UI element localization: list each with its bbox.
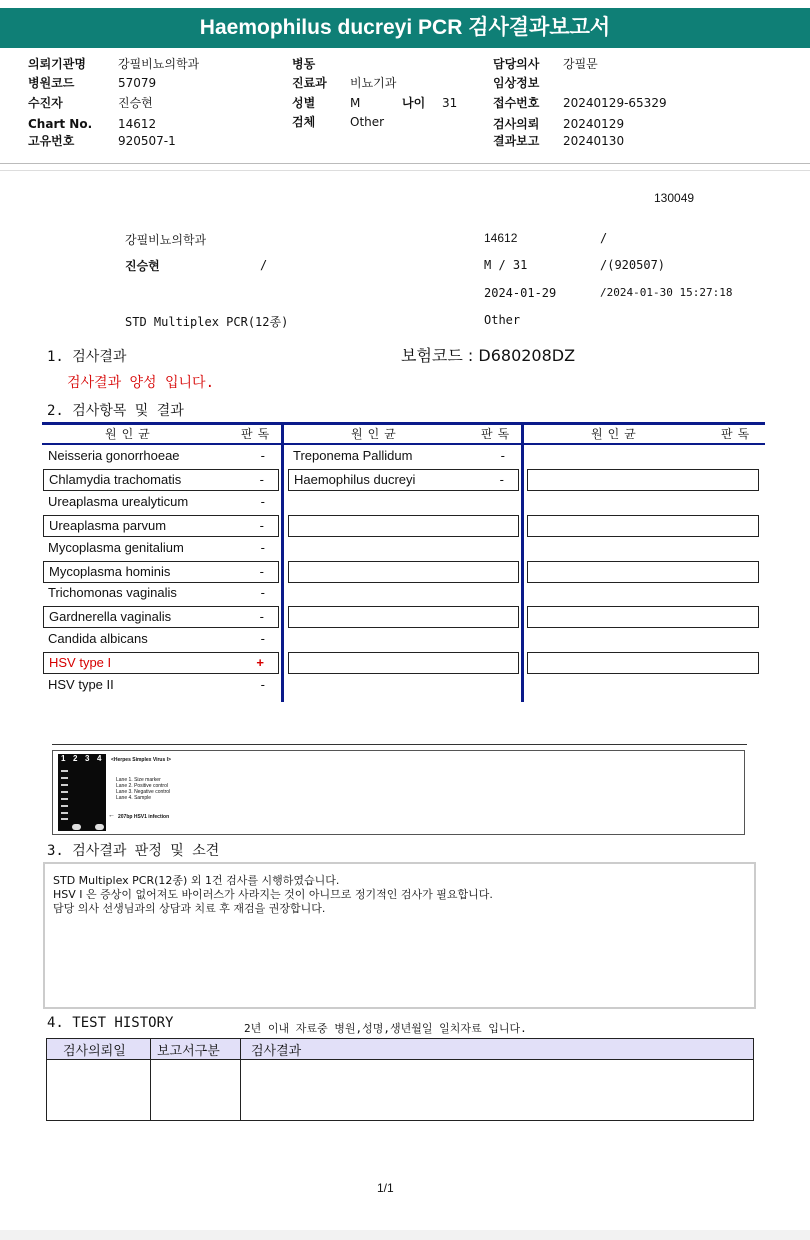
column-header-reading: 판독 [241,427,275,441]
result-row [527,606,759,628]
result-row [43,629,279,651]
header-value-request: 20240129 [563,117,625,131]
gel-band [95,824,104,830]
summary-report-datetime: /2024-01-30 15:27:18 [600,286,733,299]
gel-image-panel [52,750,745,835]
pathogen-result: - [260,631,265,647]
header-label-report: 결과보고 [493,134,540,148]
history-cell [151,1060,241,1121]
result-row [43,583,279,605]
column-header-pathogen: 원인균 [105,427,155,441]
pathogen-name: Chlamydia trachomatis [49,471,182,487]
history-table [46,1038,754,1121]
header-value-report: 20240130 [563,134,625,148]
result-row [527,652,759,674]
result-row [288,561,519,583]
pathogen-result: - [259,609,264,625]
header-label-hospital-code: 병원코드 [28,76,75,90]
header-label-ward: 병동 [292,57,316,71]
header-value-specimen: Other [350,115,385,129]
gel-lane-label: 4 [97,754,102,763]
report-title: Haemophilus ducreyi PCR 검사결과보고서 [0,8,810,48]
pathogen-result: - [259,471,264,487]
column-header-reading: 판독 [721,427,755,441]
result-row [43,675,279,697]
header-value-institution: 강필비뇨의학과 [118,57,200,71]
insurance-code: 보험코드 : D680208DZ [401,346,576,365]
header-value-age: 31 [442,96,458,110]
result-row [527,469,759,491]
summary-slash: / [600,231,608,245]
column-header-reading: 판독 [481,427,515,441]
summary-slash: / [260,258,268,272]
history-header-result: 검사결과 [241,1039,754,1060]
pathogen-name: HSV type II [48,677,114,692]
header-label-unique-no: 고유번호 [28,134,75,148]
summary-chart-no: 14612 [484,231,518,245]
gel-band [61,777,68,779]
summary-request-date: 2024-01-29 [484,286,557,300]
pathogen-name: Ureaplasma urealyticum [48,493,189,509]
pathogen-name: Treponema Pallidum [293,448,413,463]
header-label-institution: 의뢰기관명 [28,57,86,71]
result-row [43,652,279,674]
header-separator-bottom [0,170,810,171]
table-column-divider [521,422,524,702]
header-value-sex: M [350,96,361,110]
result-statement: 검사결과 양성 입니다. [67,375,215,391]
gel-title: <Herpes Simplex Virus I> [111,757,171,763]
result-row [43,538,279,560]
table-column-divider [281,422,284,702]
gel-band [61,812,68,814]
summary-specimen: Other [484,313,521,327]
result-row [43,446,279,468]
gel-legend-line: Lane 1. Size marker [116,777,161,783]
header-label-chart-no: Chart No. [28,117,93,131]
header-value-patient: 진승현 [118,96,153,110]
gel-lane-label: 3 [85,754,90,763]
gel-band [61,798,68,800]
history-cell [47,1060,151,1121]
gel-band [72,824,81,830]
result-row [288,606,519,628]
header-label-doctor: 담당의사 [493,57,540,71]
result-row [43,606,279,628]
pathogen-result: - [499,471,504,487]
header-label-receipt-no: 접수번호 [493,96,540,110]
result-row [43,561,279,583]
summary-sex-age: M / 31 [484,258,528,272]
gel-band [61,818,68,820]
page-number: 1/1 [377,1181,394,1195]
pathogen-name: Mycoplasma genitalium [48,539,184,555]
pathogen-name: Ureaplasma parvum [49,517,167,533]
result-row [288,446,519,468]
header-label-patient: 수진자 [28,96,63,110]
pathogen-name: Neisseria gonorrhoeae [48,448,180,463]
result-row [43,492,279,514]
result-row [43,469,279,491]
pathogen-name: Haemophilus ducreyi [294,471,416,487]
result-row [527,561,759,583]
history-note: 2년 이내 자료중 병원,성명,생년월일 일치자료 입니다. [244,1022,527,1035]
header-label-specimen: 검체 [292,115,316,129]
pathogen-result: - [259,563,264,579]
comment-line: HSV I 은 증상이 없어져도 바이러스가 사라지는 것이 아니므로 정기적인 검사가 필요합니다. [53,888,493,901]
section1-heading: 1. 검사결과 [47,349,127,365]
summary-hospital: 강필비뇨의학과 [125,233,207,247]
header-value-department: 비뇨기과 [350,76,397,90]
header-label-request: 검사의뢰 [493,117,540,131]
pathogen-result: - [259,517,264,533]
pathogen-result: - [260,677,265,692]
arrow-left-icon: ← [108,812,115,819]
pathogen-result: - [260,448,265,463]
header-value-hospital-code: 57079 [118,76,157,90]
column-header-pathogen: 원인균 [591,427,641,441]
section3-heading: 3. 검사결과 판정 및 소견 [47,843,220,859]
result-row [288,469,519,491]
pathogen-name: Candida albicans [48,631,148,647]
comment-line: STD Multiplex PCR(12종) 외 1건 검사를 시행하였습니다. [53,874,340,887]
summary-birth: /(920507) [600,258,666,272]
result-row [288,515,519,537]
pathogen-name: Mycoplasma hominis [49,563,171,579]
result-row [43,515,279,537]
gel-lane-label: 1 [61,754,66,763]
header-value-unique-no: 920507-1 [118,134,176,148]
header-label-clinical-info: 임상정보 [493,76,540,90]
section4-heading: 4. TEST HISTORY [47,1015,174,1031]
gel-top-rule [52,744,747,745]
table-header-rule [42,443,765,445]
gel-band [61,770,68,772]
gel-band [61,784,68,786]
pathogen-result: - [260,539,265,555]
comment-line: 담당 의사 선생님과의 상담과 치료 후 재검을 권장합니다. [53,902,326,915]
gel-band [61,791,68,793]
result-row [527,515,759,537]
history-header-request-date: 검사의뢰일 [47,1039,151,1060]
gel-band-label: 207bp HSV1 infection [118,814,170,820]
header-label-sex: 성별 [292,96,316,110]
header-value-doctor: 강필문 [563,57,598,71]
column-header-pathogen: 원인균 [351,427,401,441]
pathogen-result: - [260,585,265,601]
result-row [288,652,519,674]
summary-test-name: STD Multiplex PCR(12종) [125,315,289,329]
gel-band [61,805,68,807]
summary-patient-name: 진승현 [125,259,160,273]
section2-heading: 2. 검사항목 및 결과 [47,403,184,419]
pathogen-name: HSV type I [49,655,112,671]
report-code: 130049 [654,191,695,205]
pathogen-result: + [256,655,264,671]
pathogen-name: Trichomonas vaginalis [48,585,177,601]
header-label-age: 나이 [402,96,426,110]
header-label-department: 진료과 [292,76,327,90]
gel-legend-line: Lane 3. Negative control [116,789,171,795]
header-separator-top [0,163,810,164]
gel-lane-label: 2 [73,754,78,763]
history-header-report-type: 보고서구분 [151,1039,241,1060]
pathogen-result: - [260,493,265,509]
gel-legend-line: Lane 4. Sample [116,795,152,801]
pathogen-name: Gardnerella vaginalis [49,609,172,625]
gel-electrophoresis-image [58,754,106,831]
pathogen-result: - [500,448,505,463]
comment-box [43,862,756,1009]
header-value-receipt-no: 20240129-65329 [563,96,667,110]
header-value-chart-no: 14612 [118,117,157,131]
history-cell [241,1060,754,1121]
gel-legend-line: Lane 2. Positive control [116,783,168,789]
